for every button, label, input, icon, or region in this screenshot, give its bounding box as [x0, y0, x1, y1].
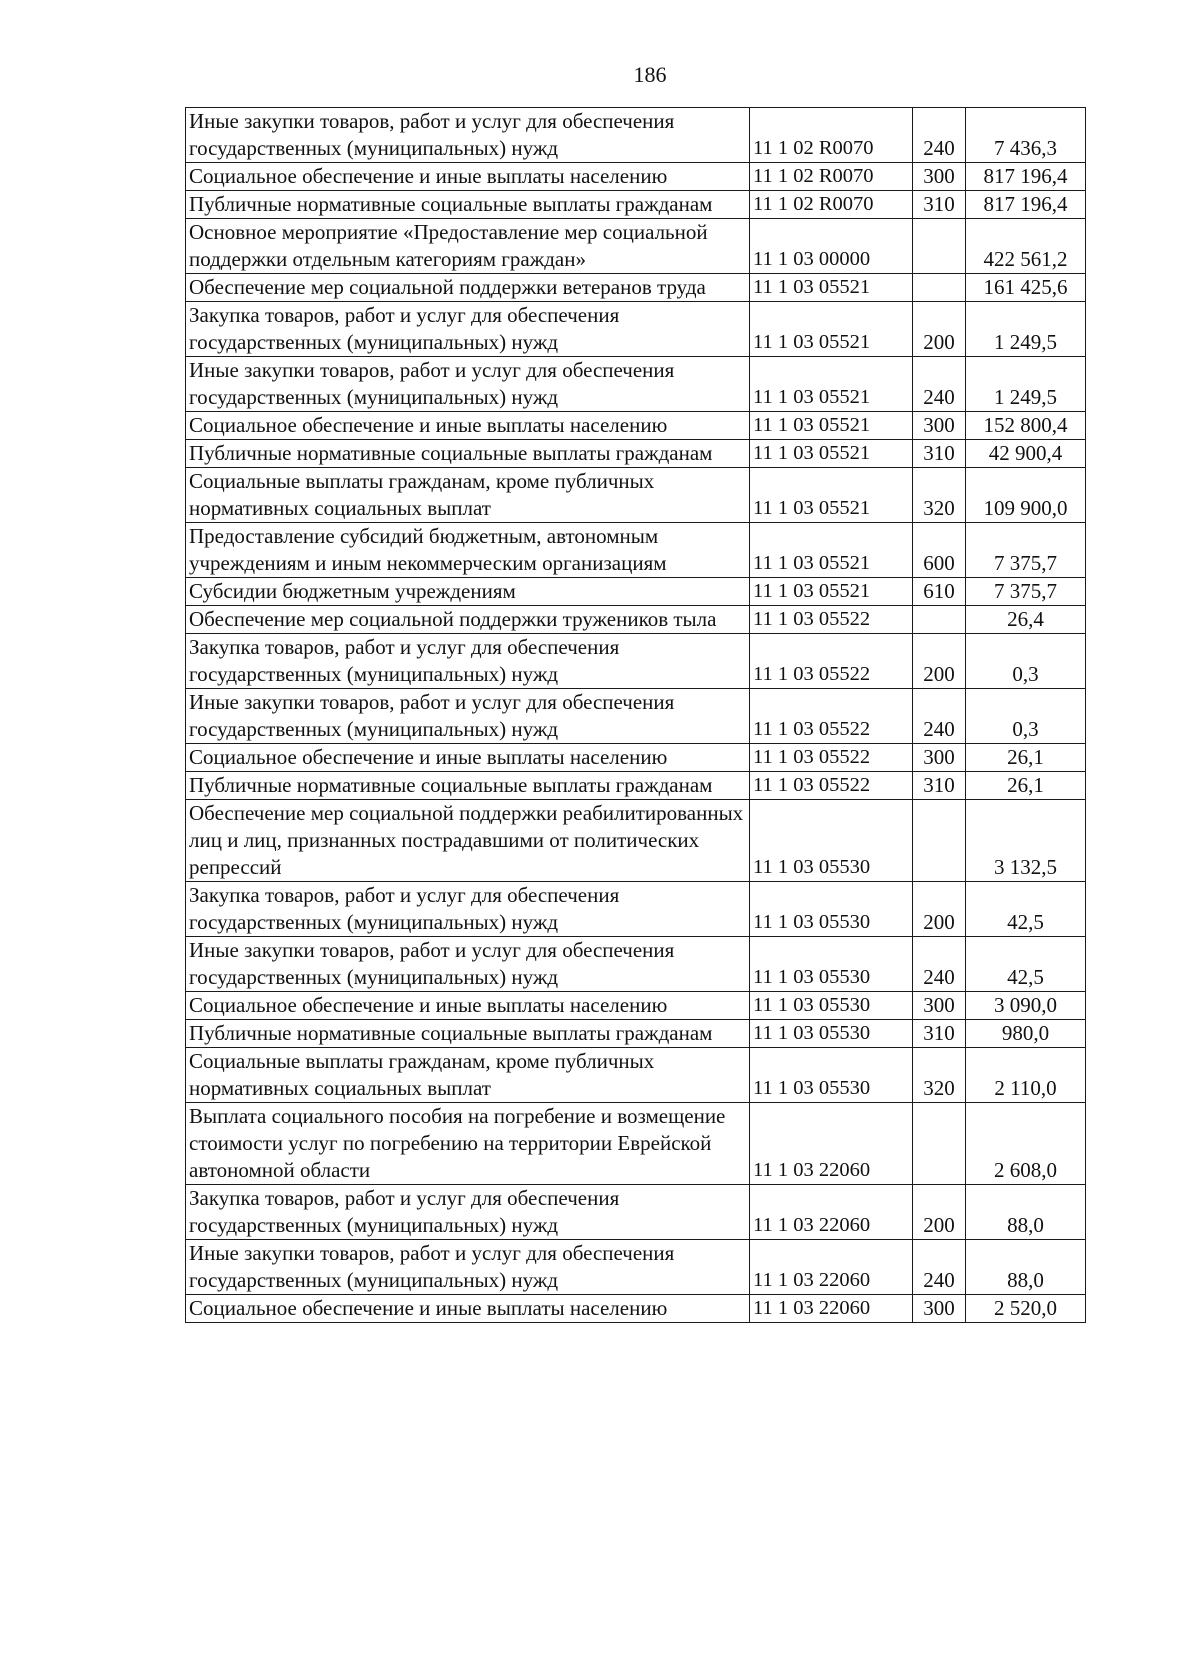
target-article-code-cell: 11 1 03 05521	[750, 357, 913, 412]
amount-cell: 161 425,6	[966, 274, 1086, 302]
amount-cell: 7 436,3	[966, 108, 1086, 163]
expense-type-cell: 200	[913, 634, 966, 689]
table-row	[186, 440, 1086, 468]
table-row	[186, 219, 1086, 274]
target-article-code-cell: 11 1 03 05521	[750, 468, 913, 523]
expense-name-cell: Социальное обеспечение и иные выплаты населению	[186, 992, 750, 1020]
table-row	[186, 578, 1086, 606]
expense-type-cell: 310	[913, 440, 966, 468]
amount-cell: 152 800,4	[966, 412, 1086, 440]
expense-name-cell: Субсидии бюджетным учреждениям	[186, 578, 750, 606]
amount-cell: 817 196,4	[966, 191, 1086, 219]
target-article-code-cell: 11 1 03 22060	[750, 1185, 913, 1240]
expense-name-cell: Закупка товаров, работ и услуг для обеспечения государственных (муниципальных) нужд	[186, 634, 750, 689]
target-article-code-cell: 11 1 03 05521	[750, 578, 913, 606]
target-article-code-cell: 11 1 03 05522	[750, 744, 913, 772]
amount-cell: 42,5	[966, 937, 1086, 992]
target-article-code-cell: 11 1 03 05521	[750, 274, 913, 302]
expense-name-cell: Обеспечение мер социальной поддержки ветеранов труда	[186, 274, 750, 302]
expense-name-cell: Социальные выплаты гражданам, кроме публичных нормативных социальных выплат	[186, 1048, 750, 1103]
target-article-code-cell: 11 1 03 00000	[750, 219, 913, 274]
table-row	[186, 274, 1086, 302]
expense-type-cell: 200	[913, 882, 966, 937]
expense-type-cell: 310	[913, 191, 966, 219]
target-article-code-cell: 11 1 03 05522	[750, 606, 913, 634]
expense-type-cell: 310	[913, 1020, 966, 1048]
expense-type-cell: 300	[913, 412, 966, 440]
amount-cell: 1 249,5	[966, 357, 1086, 412]
amount-cell: 7 375,7	[966, 578, 1086, 606]
expense-name-cell: Иные закупки товаров, работ и услуг для обеспечения государственных (муниципальных) нужд	[186, 108, 750, 163]
table-row	[186, 634, 1086, 689]
expense-type-cell	[913, 1103, 966, 1185]
target-article-code-cell: 11 1 02 R0070	[750, 163, 913, 191]
expense-type-cell	[913, 274, 966, 302]
table-row	[186, 1240, 1086, 1295]
expense-name-cell: Иные закупки товаров, работ и услуг для обеспечения государственных (муниципальных) нужд	[186, 937, 750, 992]
budget-table-body	[186, 108, 1086, 1323]
table-row	[186, 468, 1086, 523]
amount-cell: 817 196,4	[966, 163, 1086, 191]
expense-type-cell: 300	[913, 992, 966, 1020]
table-row	[186, 163, 1086, 191]
expense-type-cell: 240	[913, 357, 966, 412]
amount-cell: 109 900,0	[966, 468, 1086, 523]
table-row	[186, 412, 1086, 440]
expense-name-cell: Социальное обеспечение и иные выплаты населению	[186, 412, 750, 440]
expense-name-cell: Публичные нормативные социальные выплаты гражданам	[186, 191, 750, 219]
amount-cell: 980,0	[966, 1020, 1086, 1048]
amount-cell: 26,1	[966, 744, 1086, 772]
table-row	[186, 1185, 1086, 1240]
target-article-code-cell: 11 1 03 05530	[750, 1048, 913, 1103]
expense-type-cell: 320	[913, 468, 966, 523]
amount-cell: 88,0	[966, 1185, 1086, 1240]
target-article-code-cell: 11 1 03 05521	[750, 302, 913, 357]
target-article-code-cell: 11 1 03 05530	[750, 992, 913, 1020]
target-article-code-cell: 11 1 03 05530	[750, 937, 913, 992]
expense-name-cell: Предоставление субсидий бюджетным, автономным учреждениям и иным некоммерческим организациям	[186, 523, 750, 578]
expense-type-cell: 300	[913, 1295, 966, 1323]
expense-name-cell: Иные закупки товаров, работ и услуг для обеспечения государственных (муниципальных) нужд	[186, 357, 750, 412]
table-row	[186, 357, 1086, 412]
target-article-code-cell: 11 1 03 05530	[750, 800, 913, 882]
amount-cell: 1 249,5	[966, 302, 1086, 357]
expense-name-cell: Основное мероприятие «Предоставление мер социальной поддержки отдельным категориям граждан»	[186, 219, 750, 274]
target-article-code-cell: 11 1 02 R0070	[750, 191, 913, 219]
expense-type-cell: 200	[913, 1185, 966, 1240]
table-row	[186, 882, 1086, 937]
expense-name-cell: Публичные нормативные социальные выплаты гражданам	[186, 772, 750, 800]
target-article-code-cell: 11 1 03 05530	[750, 882, 913, 937]
target-article-code-cell: 11 1 03 05521	[750, 523, 913, 578]
table-row	[186, 1048, 1086, 1103]
budget-table	[185, 107, 1086, 1323]
expense-name-cell: Закупка товаров, работ и услуг для обеспечения государственных (муниципальных) нужд	[186, 302, 750, 357]
target-article-code-cell: 11 1 03 05521	[750, 440, 913, 468]
amount-cell: 42,5	[966, 882, 1086, 937]
table-row	[186, 689, 1086, 744]
expense-type-cell: 240	[913, 937, 966, 992]
target-article-code-cell: 11 1 03 05522	[750, 634, 913, 689]
expense-name-cell: Иные закупки товаров, работ и услуг для обеспечения государственных (муниципальных) нужд	[186, 1240, 750, 1295]
amount-cell: 0,3	[966, 634, 1086, 689]
expense-name-cell: Закупка товаров, работ и услуг для обеспечения государственных (муниципальных) нужд	[186, 1185, 750, 1240]
amount-cell: 2 110,0	[966, 1048, 1086, 1103]
expense-type-cell	[913, 800, 966, 882]
target-article-code-cell: 11 1 02 R0070	[750, 108, 913, 163]
table-row	[186, 772, 1086, 800]
table-row	[186, 800, 1086, 882]
expense-name-cell: Социальное обеспечение и иные выплаты населению	[186, 744, 750, 772]
target-article-code-cell: 11 1 03 05522	[750, 772, 913, 800]
expense-type-cell	[913, 606, 966, 634]
amount-cell: 88,0	[966, 1240, 1086, 1295]
expense-name-cell: Социальные выплаты гражданам, кроме публичных нормативных социальных выплат	[186, 468, 750, 523]
table-row	[186, 302, 1086, 357]
amount-cell: 0,3	[966, 689, 1086, 744]
target-article-code-cell: 11 1 03 22060	[750, 1295, 913, 1323]
table-row	[186, 992, 1086, 1020]
expense-name-cell: Публичные нормативные социальные выплаты гражданам	[186, 1020, 750, 1048]
expense-type-cell: 240	[913, 1240, 966, 1295]
amount-cell: 7 375,7	[966, 523, 1086, 578]
expense-name-cell: Обеспечение мер социальной поддержки тружеников тыла	[186, 606, 750, 634]
expense-name-cell: Обеспечение мер социальной поддержки реабилитированных лиц и лиц, признанных пострадавшими от политических репрессий	[186, 800, 750, 882]
page-number: 186	[633, 62, 667, 87]
table-row	[186, 1020, 1086, 1048]
table-row	[186, 1103, 1086, 1185]
expense-type-cell: 300	[913, 163, 966, 191]
table-row	[186, 108, 1086, 163]
amount-cell: 3 090,0	[966, 992, 1086, 1020]
expense-type-cell: 600	[913, 523, 966, 578]
expense-name-cell: Социальное обеспечение и иные выплаты населению	[186, 163, 750, 191]
amount-cell: 42 900,4	[966, 440, 1086, 468]
expense-type-cell: 320	[913, 1048, 966, 1103]
table-row	[186, 744, 1086, 772]
amount-cell: 26,4	[966, 606, 1086, 634]
amount-cell: 3 132,5	[966, 800, 1086, 882]
table-row	[186, 523, 1086, 578]
expense-name-cell: Социальное обеспечение и иные выплаты населению	[186, 1295, 750, 1323]
table-row	[186, 191, 1086, 219]
table-row	[186, 937, 1086, 992]
expense-type-cell: 310	[913, 772, 966, 800]
amount-cell: 26,1	[966, 772, 1086, 800]
expense-type-cell	[913, 219, 966, 274]
expense-type-cell: 200	[913, 302, 966, 357]
target-article-code-cell: 11 1 03 22060	[750, 1103, 913, 1185]
expense-type-cell: 610	[913, 578, 966, 606]
expense-name-cell: Выплата социального пособия на погребение и возмещение стоимости услуг по погребению на территории Еврейской автономной области	[186, 1103, 750, 1185]
expense-name-cell: Иные закупки товаров, работ и услуг для обеспечения государственных (муниципальных) нужд	[186, 689, 750, 744]
target-article-code-cell: 11 1 03 05522	[750, 689, 913, 744]
table-row	[186, 1295, 1086, 1323]
expense-name-cell: Публичные нормативные социальные выплаты гражданам	[186, 440, 750, 468]
amount-cell: 2 520,0	[966, 1295, 1086, 1323]
table-row	[186, 606, 1086, 634]
expense-name-cell: Закупка товаров, работ и услуг для обеспечения государственных (муниципальных) нужд	[186, 882, 750, 937]
target-article-code-cell: 11 1 03 05530	[750, 1020, 913, 1048]
amount-cell: 422 561,2	[966, 219, 1086, 274]
expense-type-cell: 240	[913, 689, 966, 744]
amount-cell: 2 608,0	[966, 1103, 1086, 1185]
target-article-code-cell: 11 1 03 05521	[750, 412, 913, 440]
target-article-code-cell: 11 1 03 22060	[750, 1240, 913, 1295]
expense-type-cell: 300	[913, 744, 966, 772]
expense-type-cell: 240	[913, 108, 966, 163]
